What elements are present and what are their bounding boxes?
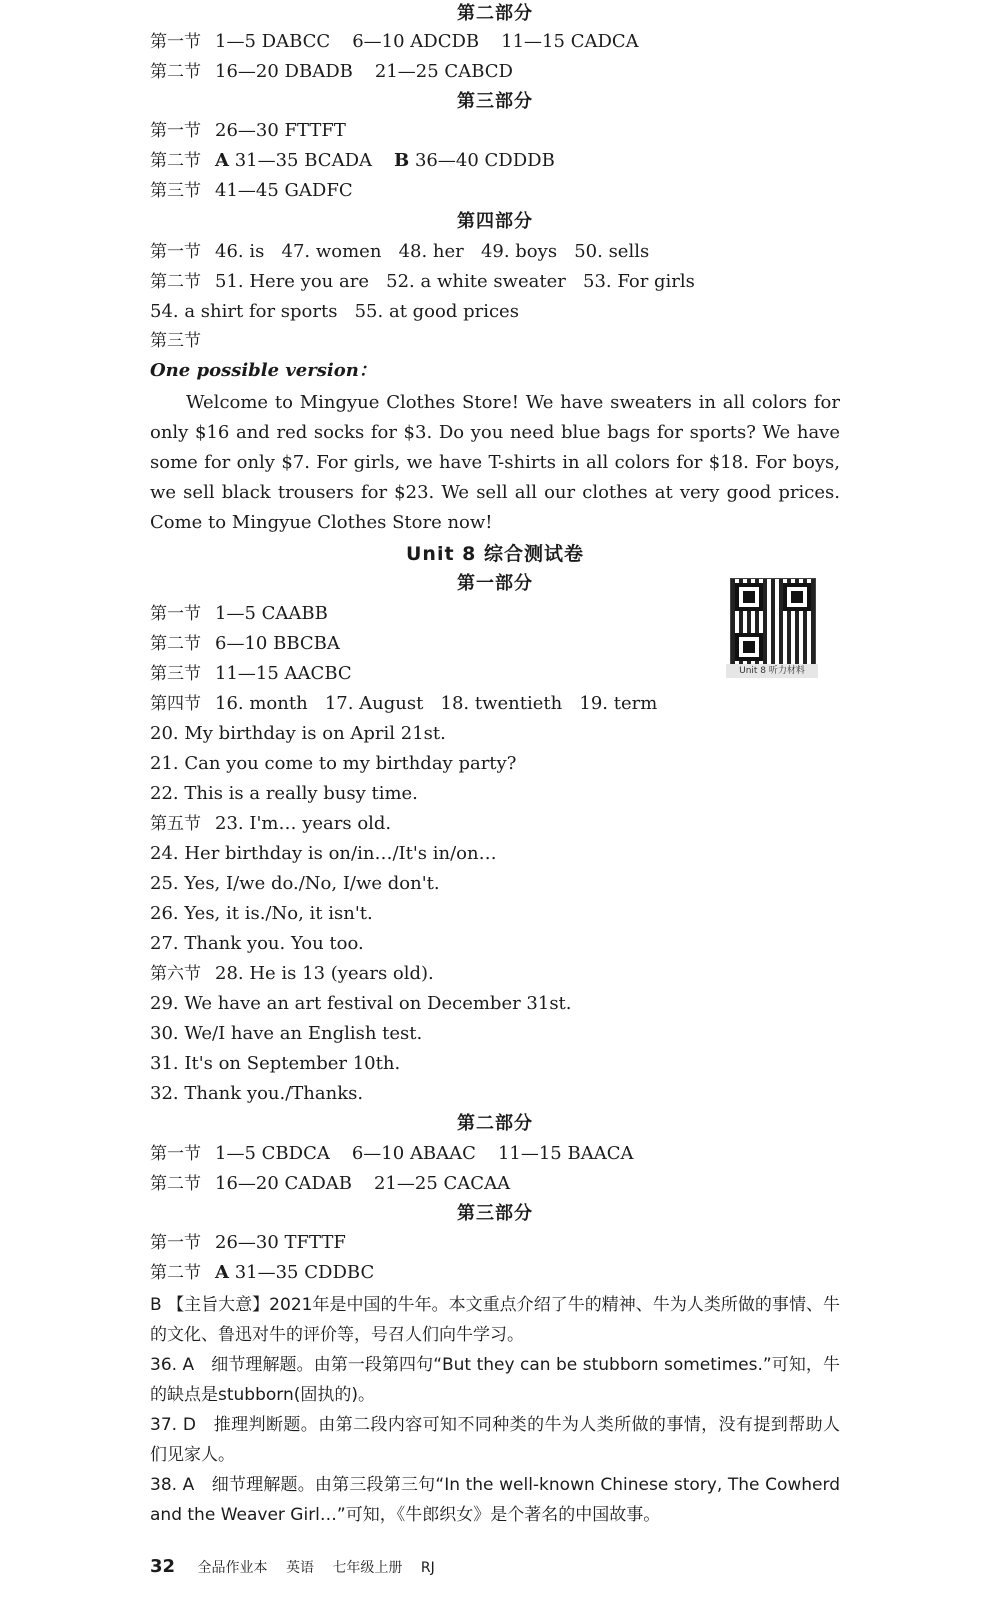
answer-line: 第三节 41—45 GADFC (150, 180, 353, 201)
version-label: One possible version： (150, 360, 377, 381)
page-number: 32 (150, 1556, 176, 1577)
answer-line: 54. a shirt for sports 55. at good prices (150, 301, 519, 322)
part3-heading: 第三部分 (457, 91, 533, 112)
answer-line: 29. We have an art festival on December 31st. (150, 993, 572, 1014)
question-explanation: 38. A 细节理解题。由第三段第三句“In the well-known Chinese story, The Cowherd and the Weaver Girl…”可知，《牛郎织女》是个著名的中国故事。 (150, 1475, 840, 1525)
answer-line: 第六节 28. He is 13 (years old). (150, 963, 434, 984)
answer-line: 第一节 1—5 CBDCA 6—10 ABAAC 11—15 BAACA (150, 1143, 634, 1164)
answer-line: 25. Yes, I/we do./No, I/we don't. (150, 873, 440, 894)
book-title: 全品作业本 (197, 1560, 268, 1576)
answer-line: 26. Yes, it is./No, it isn't. (150, 903, 373, 924)
answer-line: 第二节 16—20 DBADB 21—25 CABCD (150, 61, 513, 82)
answer-line: 30. We/I have an English test. (150, 1023, 423, 1044)
question-explanation: 37. D 推理判断题。由第二段内容可知不同种类的牛为人类所做的事情，没有提到帮助人们见家人。 (150, 1415, 840, 1465)
part2-heading: 第二部分 (457, 1113, 533, 1134)
answer-line: 27. Thank you. You too. (150, 933, 364, 954)
answer-line: 第一节 1—5 CAABB (150, 603, 328, 624)
qr-caption: Unit 8 听力材料 (726, 664, 818, 678)
answer-line: 第一节 46. is 47. women 48. her 49. boys 50. sells (150, 241, 650, 262)
answer-line: 22. This is a really busy time. (150, 783, 418, 804)
answer-line: 20. My birthday is on April 21st. (150, 723, 446, 744)
part3-heading: 第三部分 (457, 1203, 533, 1224)
sample-essay: Welcome to Mingyue Clothes Store! We have sweaters in all colors for only $16 and red socks for $3. Do you need blue bags for sports? We have some for only $7. For girls, we have T-shirts in all colors for $18. For boys, we sell black trousers for $23. We sell all our clothes at very good prices. Come to Mingyue Clothes Store now! (150, 392, 840, 533)
part1-heading: 第一部分 (457, 573, 533, 594)
answer-line: 32. Thank you./Thanks. (150, 1083, 364, 1104)
answer-line: 31. It's on September 10th. (150, 1053, 401, 1074)
edition: RJ (420, 1560, 435, 1576)
grade: 七年级上册 (332, 1560, 403, 1576)
answer-line: 第二节 6—10 BBCBA (150, 633, 340, 654)
subject: 英语 (285, 1560, 314, 1576)
question-explanation: 36. A 细节理解题。由第一段第四句“But they can be stubborn sometimes.”可知，牛的缺点是stubborn(固执的)。 (150, 1355, 840, 1405)
b-summary: B 【主旨大意】2021年是中国的牛年。本文重点介绍了牛的精神、牛为人类所做的事情、牛的文化、鲁迅对牛的评价等，号召人们向牛学习。 (150, 1295, 840, 1345)
answer-line: 第二节 A 31—35 BCADA B 36—40 CDDDB (150, 150, 555, 171)
answer-line: 21. Can you come to my birthday party? (150, 753, 517, 774)
answer-line: 第一节 26—30 FTTFT (150, 120, 346, 141)
part2-heading: 第二部分 (457, 3, 533, 24)
answer-line: 第二节 16—20 CADAB 21—25 CACAA (150, 1173, 511, 1194)
answer-line: 第二节 A 31—35 CDDBC (150, 1262, 375, 1283)
answer-line: 第四节 16. month 17. August 18. twentieth 19. term (150, 693, 658, 714)
answer-line: 第五节 23. I'm… years old. (150, 813, 392, 834)
unit-title: Unit 8 综合测试卷 (406, 543, 584, 565)
answer-line: 第三节 (150, 331, 201, 351)
answer-line: 24. Her birthday is on/in…/It's in/on… (150, 843, 497, 864)
answer-line: 第一节 26—30 TFTTF (150, 1232, 346, 1253)
answer-line: 第一节 1—5 DABCC 6—10 ADCDB 11—15 CADCA (150, 31, 639, 52)
answer-line: 第二节 51. Here you are 52. a white sweater 53. For girls (150, 271, 695, 292)
part4-heading: 第四部分 (457, 211, 533, 232)
page-footer (150, 1556, 840, 1579)
answer-line: 第三节 11—15 AACBC (150, 663, 352, 684)
